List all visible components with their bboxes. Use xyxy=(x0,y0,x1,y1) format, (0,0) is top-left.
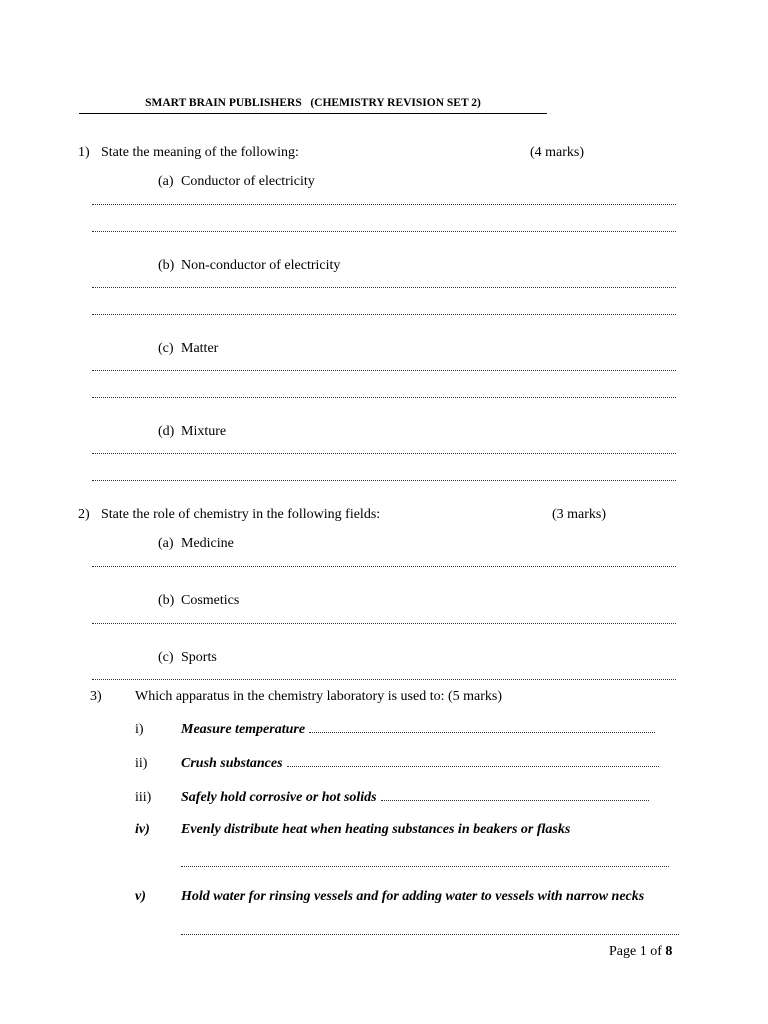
answer-line[interactable] xyxy=(92,314,676,315)
q2-part-b-text: Cosmetics xyxy=(181,593,240,608)
q3-item-i-text: Measure temperature xyxy=(181,722,306,737)
q1-part-c-text: Matter xyxy=(181,341,219,356)
answer-line[interactable] xyxy=(381,789,649,801)
q1-part-b-text: Non-conductor of electricity xyxy=(181,258,341,273)
document-header xyxy=(79,94,547,114)
page-number xyxy=(609,943,672,961)
q3-item-ii-roman: ii) xyxy=(135,756,148,771)
q3-item-i xyxy=(181,721,655,739)
answer-line[interactable] xyxy=(92,453,676,454)
q3-item-iii xyxy=(181,789,649,807)
q3-item-iv-roman: iv) xyxy=(135,822,150,837)
answer-line[interactable] xyxy=(92,231,676,232)
q1-marks: (4 marks) xyxy=(530,145,585,160)
q2-part-a-letter: (a) xyxy=(158,536,174,551)
page-number-prefix: Page 1 of xyxy=(609,944,666,959)
q1-part-a-letter: (a) xyxy=(158,174,174,189)
answer-line[interactable] xyxy=(287,755,659,767)
q1-part-d-letter: (d) xyxy=(158,424,175,439)
q3-item-v-text: Hold water for rinsing vessels and for adding water to vessels with narrow necks xyxy=(181,889,645,904)
answer-line[interactable] xyxy=(92,480,676,481)
answer-line[interactable] xyxy=(309,721,655,733)
answer-line[interactable] xyxy=(92,397,676,398)
q3-text: Which apparatus in the chemistry laboratory is used to: (5 marks) xyxy=(135,689,503,704)
q3-item-ii-text: Crush substances xyxy=(181,756,283,771)
q2-part-c-text: Sports xyxy=(181,650,217,665)
q1-text: State the meaning of the following: xyxy=(101,145,299,160)
q1-number: 1) xyxy=(78,145,90,160)
answer-line[interactable] xyxy=(92,204,676,205)
document-title: SMART BRAIN PUBLISHERS (CHEMISTRY REVISION SET 2) xyxy=(145,97,481,109)
q3-item-v-roman: v) xyxy=(135,889,146,904)
q3-item-i-roman: i) xyxy=(135,722,144,737)
answer-line[interactable] xyxy=(92,623,676,624)
q2-text: State the role of chemistry in the following fields: xyxy=(101,507,381,522)
q1-part-c-letter: (c) xyxy=(158,341,174,356)
q2-number: 2) xyxy=(78,507,90,522)
q3-item-ii xyxy=(181,755,659,773)
q1-part-a-text: Conductor of electricity xyxy=(181,174,315,189)
answer-line[interactable] xyxy=(92,679,676,680)
answer-line[interactable] xyxy=(181,866,669,867)
q3-number: 3) xyxy=(90,689,102,704)
q2-part-c-letter: (c) xyxy=(158,650,174,665)
q3-item-iii-text: Safely hold corrosive or hot solids xyxy=(181,790,377,805)
q2-part-b-letter: (b) xyxy=(158,593,175,608)
q3-item-iii-roman: iii) xyxy=(135,790,152,805)
q3-item-iv-text: Evenly distribute heat when heating substances in beakers or flasks xyxy=(181,822,571,837)
answer-line[interactable] xyxy=(92,566,676,567)
answer-line[interactable] xyxy=(181,934,679,935)
page-total: 8 xyxy=(665,944,673,959)
answer-line[interactable] xyxy=(92,370,676,371)
q1-part-d-text: Mixture xyxy=(181,424,227,439)
q2-part-a-text: Medicine xyxy=(181,536,234,551)
q1-part-b-letter: (b) xyxy=(158,258,175,273)
q2-marks: (3 marks) xyxy=(552,507,607,522)
answer-line[interactable] xyxy=(92,287,676,288)
